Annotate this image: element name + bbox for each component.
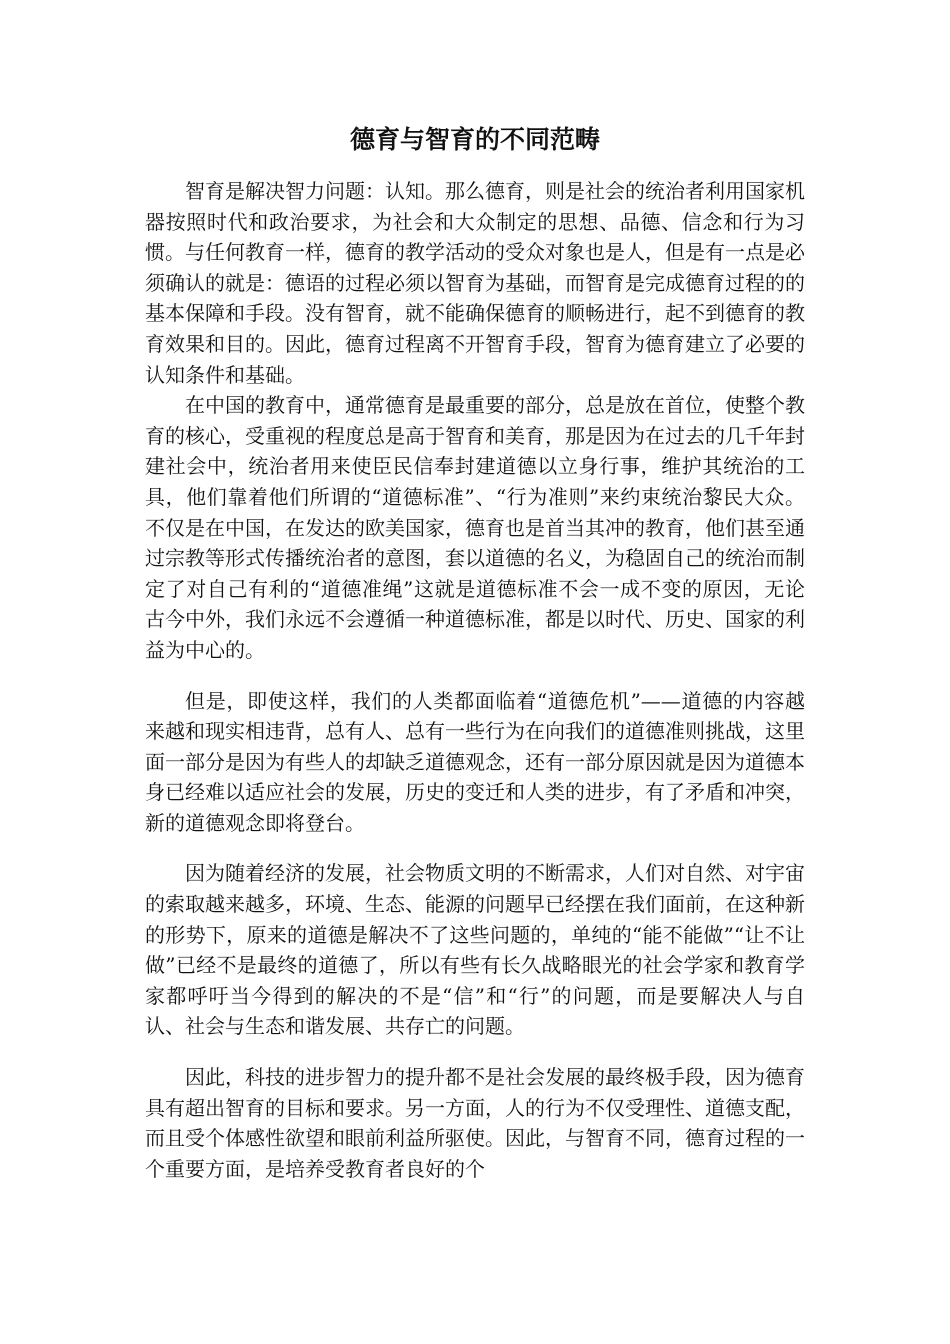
paragraph-4: 因为随着经济的发展，社会物质文明的不断需求，人们对自然、对宇宙的索取越来越多，环境、生态、能源的问题早已经摆在我们面前，在这种新的形势下，原来的道德是解决不了这些问题的，单纯的“能不能做”“让不让做”已经不是最终的道德了，所以有些有长久战略眼光的社会学家和教育学家都呼吁当今得到的解决的不是“信”和“行”的问题，而是要解决人与自认、社会与生态和谐发展、共存亡的问题。 xyxy=(145,861,805,1039)
paragraph-2: 在中国的教育中，通常德育是最重要的部分，总是放在首位，使整个教育的核心，受重视的程度总是高于智育和美育，那是因为在过去的几千年封建社会中，统治者用来使臣民信奉封建道德以立身行事，维护其统治的工具，他们靠着他们所谓的“道德标准”、“行为准则”来约束统治黎民大众。不仅是在中国，在发达的欧美国家，德育也是首当其冲的教育，他们甚至通过宗教等形式传播统治者的意图，套以道德的名义，为稳固自己的统治而制定了对自己有利的“道德准绳”这就是道德标准不会一成不变的原因，无论古今中外，我们永远不会遵循一种道德标准，都是以时代、历史、国家的利益为中心的。 xyxy=(145,393,805,662)
paragraph-5: 因此，科技的进步智力的提升都不是社会发展的最终极手段，因为德育具有超出智育的目标和要求。另一方面，人的行为不仅受理性、道德支配，而且受个体感性欲望和眼前利益所驱使。因此，与智育不同，德育过程的一个重要方面，是培养受教育者良好的个 xyxy=(145,1065,805,1181)
paragraph-1: 智育是解决智力问题：认知。那么德育，则是社会的统治者利用国家机器按照时代和政治要求，为社会和大众制定的思想、品德、信念和行为习惯。与任何教育一样，德育的教学活动的受众对象也是人，但是有一点是必须确认的就是：德语的过程必须以智育为基础，而智育是完成德育过程的的基本保障和手段。没有智育，就不能确保德育的顺畅进行，起不到德育的教育效果和目的。因此，德育过程离不开智育手段，智育为德育建立了必要的认知条件和基础。 xyxy=(145,179,805,387)
document-title: 德育与智育的不同范畴 xyxy=(349,125,600,154)
document-body xyxy=(145,176,805,1184)
paragraph-3: 但是，即使这样，我们的人类都面临着“道德危机”——道德的内容越来越和现实相违背，总有人、总有一些行为在向我们的道德准则挑战，这里面一部分是因为有些人的却缺乏道德观念，还有一部分原因就是因为道德本身已经难以适应社会的发展，历史的变迁和人类的进步，有了矛盾和冲突，新的道德观念即将登台。 xyxy=(145,688,805,835)
